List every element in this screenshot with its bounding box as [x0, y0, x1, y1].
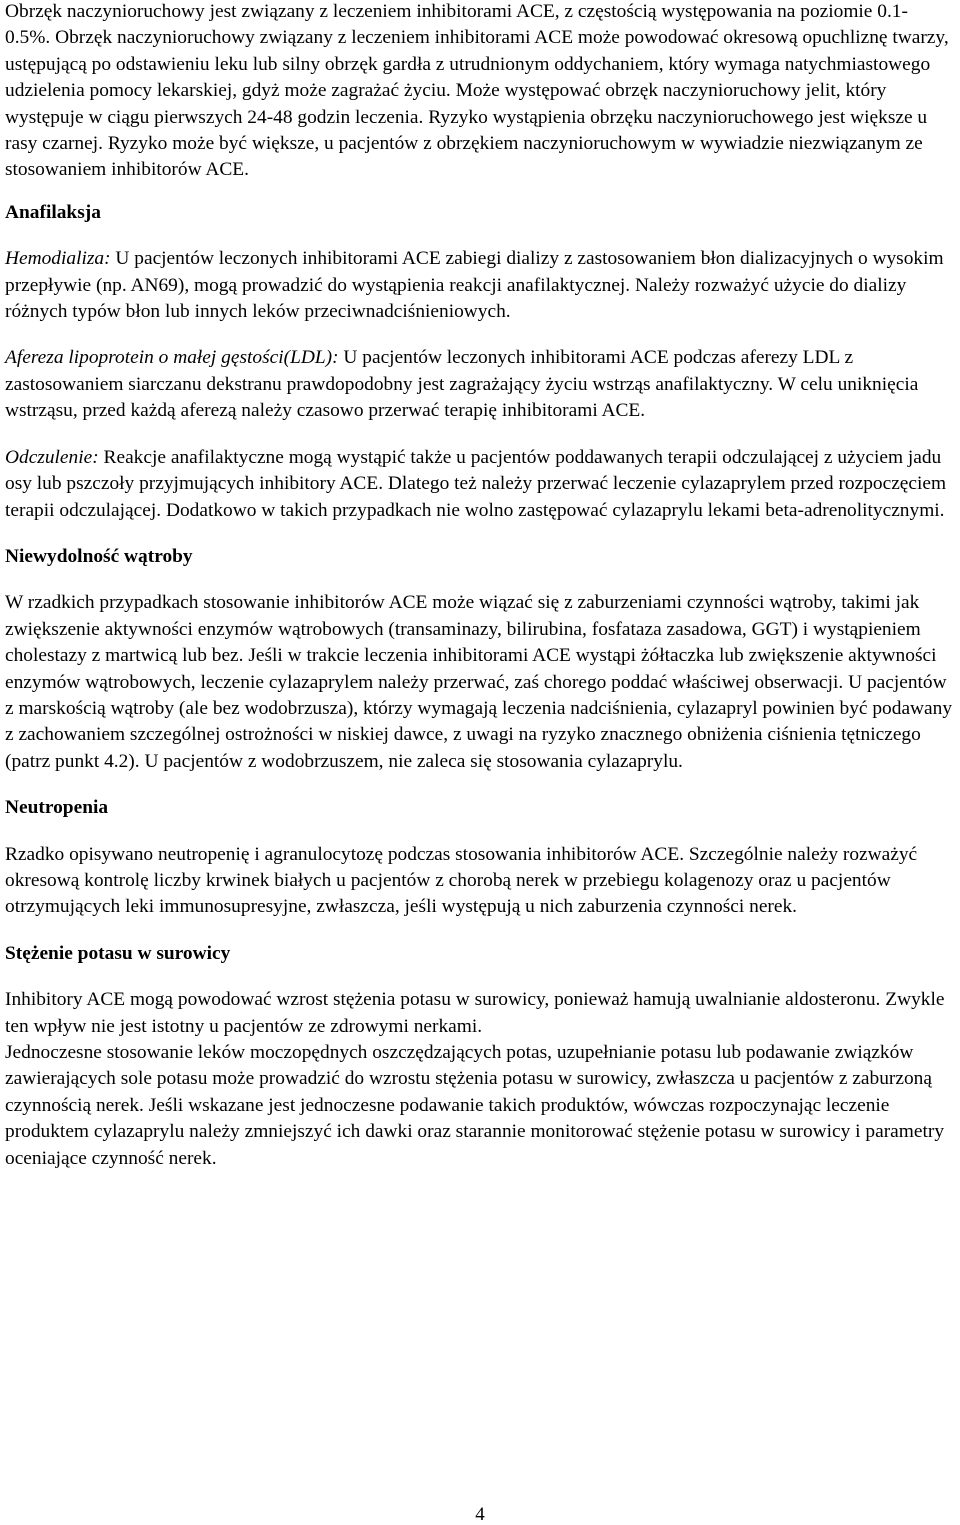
potas-paragraph-1: Inhibitory ACE mogą powodować wzrost stężenia potasu w surowicy, ponieważ hamują uwalnianie aldosteronu. Zwykle ten wpływ nie jest istotny u pacjentów ze zdrowymi nerkami. [5, 989, 945, 1037]
heading-neutropenia: Neutropenia [5, 797, 109, 819]
hemodializa-text: U pacjentów leczonych inhibitorami ACE zabiegi dializy z zastosowaniem błon dializacyjnych o wysokim przepływie (np. AN69), mogą prowadzić do wystąpienia reakcji anafilaktycznej. Należy rozważyć użycie do dializy różnych typów błon lub innych leków przeciwnadciśnieniowych. [5, 248, 944, 323]
document-page [5, 0, 953, 1172]
odczulenie-label: Odczulenie: [5, 446, 99, 468]
hemodializa-paragraph [5, 246, 953, 325]
potas-paragraph-2: Jednoczesne stosowanie leków moczopędnych oszczędzających potas, uzupełnianie potasu lub podawanie związków zawierających sole potasu może prowadzić do wzrostu stężenia potasu w surowicy, zwłaszcza u pacjentów z zaburzoną czynnością nerek. Jeśli wskazane jest jednoczesne podawanie takich produktów, wówczas rozpoczynając leczenie produktem cylazaprylu należy zmniejszyć ich dawki oraz starannie monitorować stężenie potasu w surowicy i parametry oceniające czynność nerek. [5, 1042, 945, 1169]
page-number: 4 [475, 1504, 485, 1525]
odczulenie-text: Reakcje anafilaktyczne mogą wystąpić także u pacjentów poddawanych terapii odczulającej z użyciem jadu osy lub pszczoły przyjmujących inhibitory ACE. Dlatego też należy przerwać leczenie cylazaprylem przed rozpoczęciem terapii odczulającej. Dodatkowo w takich przypadkach nie wolno zastępować cylazaprylu lekami beta-adrenolitycznymi. [5, 446, 947, 521]
watroba-paragraph: W rzadkich przypadkach stosowanie inhibitorów ACE może wiązać się z zaburzeniami czynności wątroby, takimi jak zwiększenie aktywności enzymów wątrobowych (transaminazy, bilirubina, fosfataza zasadowa, GGT) i wystąpieniem cholestazy z martwicą lub bez. Jeśli w trakcie leczenia inhibitorami ACE wystąpi żółtaczka lub zwiększenie aktywności enzymów wątrobowych, leczenie cylazaprylem należy przerwać, zaś chorego poddać właściwej obserwacji. U pacjentów z marskością wątroby (ale bez wodobrzusza), którzy wymagają leczenia nadciśnienia, cylazapryl powinien być podawany z zachowaniem szczególnej ostrożności w niskiej dawce, z uwagi na ryzyko znacznego obniżenia ciśnienia tętniczego (patrz punkt 4.2). U pacjentów z wodobrzuszem, nie zaleca się stosowania cylazaprylu. [5, 592, 953, 772]
afereza-paragraph [5, 345, 953, 424]
odczulenie-paragraph [5, 445, 953, 524]
heading-stezenie-potasu: Stężenie potasu w surowicy [5, 942, 231, 964]
hemodializa-label: Hemodializa: [5, 248, 111, 270]
neutropenia-paragraph: Rzadko opisywano neutropenię i agranulocytozę podczas stosowania inhibitorów ACE. Szczególnie należy rozważyć okresową kontrolę liczby krwinek białych u pacjentów z chorobą nerek w przebiegu kolagenozy oraz u pacjentów otrzymujących leki immunosupresyjne, zwłaszcza, jeśli występują u nich zaburzenia czynności nerek. [5, 843, 918, 918]
heading-niewydolnosc-watroby: Niewydolność wątroby [5, 545, 193, 567]
heading-anafilaksja: Anafilaksja [5, 201, 101, 223]
intro-paragraph: Obrzęk naczynioruchowy jest związany z leczeniem inhibitorami ACE, z częstością występowania na poziomie 0.1-0.5%. Obrzęk naczynioruchowy związany z leczeniem inhibitorami ACE może powodować okresową opuchliznę twarzy, ustępującą po odstawieniu leku lub silny obrzęk gardła z utrudnionym oddychaniem, który wymaga natychmiastowego udzielenia pomocy lekarskiej, gdyż może zagrażać życiu. Może występować obrzęk naczynioruchowy jelit, który występuje w ciągu pierwszych 24-48 godzin leczenia. Ryzyko wystąpienia obrzęku naczynioruchowego jest większe u rasy czarnej. Ryzyko może być większe, u pacjentów z obrzękiem naczynioruchowym w wywiadzie niezwiązanym ze stosowaniem inhibitorów ACE. [5, 1, 949, 181]
afereza-text: U pacjentów leczonych inhibitorami ACE podczas aferezy LDL z zastosowaniem siarczanu dekstranu prawdopodobny jest zagrażający życiu wstrząs anafilaktyczny. W celu uniknięcia wstrząsu, przed każdą aferezą należy czasowo przerwać terapię inhibitorami ACE. [5, 347, 919, 422]
afereza-label: Afereza lipoprotein o małej gęstości(LDL): [5, 347, 339, 369]
